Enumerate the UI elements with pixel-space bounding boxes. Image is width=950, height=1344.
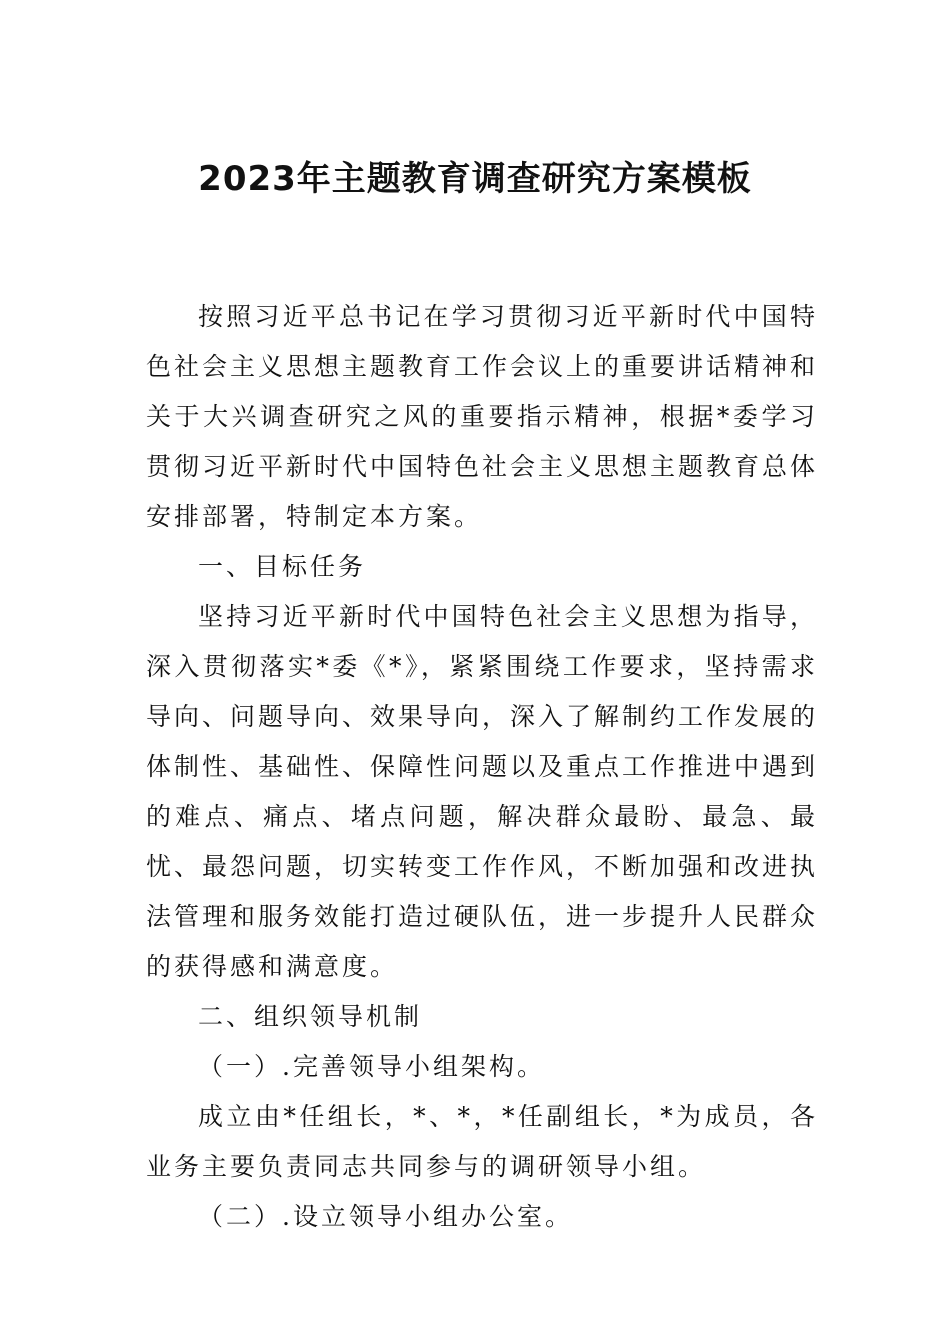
section-heading-organization: 二、组织领导机制 bbox=[198, 1002, 423, 1031]
goals-paragraph: 坚持习近平新时代中国特色社会主义思想为指导，深入贯彻落实*委《*》，紧紧围绕工作要求，坚持需求导向、问题导向、效果导向，深入了解制约工作发展的体制性、基础性、保障性问题以及重点工作推进中遇到的难点、痛点、堵点问题，解决群众最盼、最急、最忧、最怨问题，切实转变工作作风，不断加强和改进执法管理和服务效能打造过硬队伍，进一步提升人民群众的获得感和满意度。 bbox=[146, 602, 819, 981]
leadership-group-paragraph: 成立由*任组长，*、*，*任副组长，*为成员，各业务主要负责同志共同参与的调研领导小组。 bbox=[146, 1102, 818, 1181]
section-heading-goals: 一、目标任务 bbox=[198, 552, 367, 581]
subsection-heading-office: （二）.设立领导小组办公室。 bbox=[198, 1202, 573, 1231]
document-body bbox=[146, 292, 818, 1242]
subsection-heading-leadership-group: （一）.完善领导小组架构。 bbox=[198, 1052, 545, 1081]
document-title: 2023年主题教育调查研究方案模板 bbox=[198, 159, 752, 199]
intro-paragraph: 按照习近平总书记在学习贯彻习近平新时代中国特色社会主义思想主题教育工作会议上的重要讲话精神和关于大兴调查研究之风的重要指示精神，根据*委学习贯彻习近平新时代中国特色社会主义思想主题教育总体安排部署，特制定本方案。 bbox=[146, 302, 819, 531]
